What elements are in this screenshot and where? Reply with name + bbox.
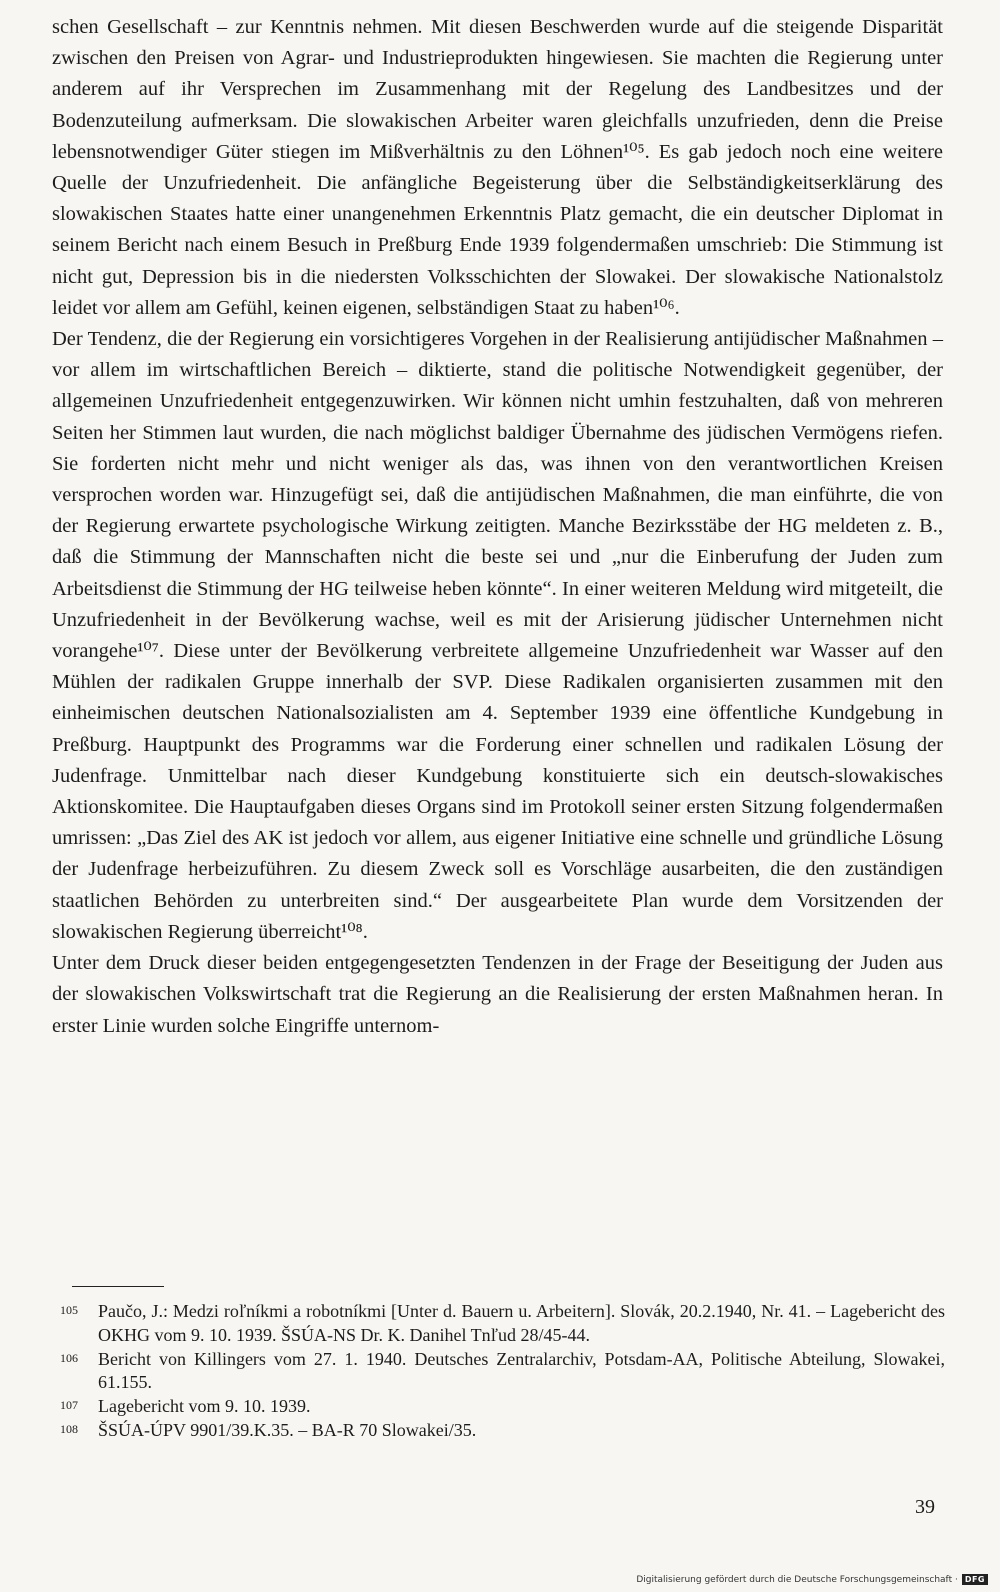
paragraph-3: Unter dem Druck dieser beiden entgegengesetzten Tendenzen in der Frage der Beseitigung der Juden aus der slowakischen Volkswirtschaft trat die Regierung an die Realisierung der ersten Maßnahmen heran. In erster Linie wurden solche Eingriffe unternom- — [52, 952, 943, 1037]
footnote-107 — [60, 1395, 945, 1419]
footnote-106 — [60, 1348, 945, 1396]
paragraph-2: Der Tendenz, die der Regierung ein vorsichtigeres Vorgehen in der Realisierung antijüdischer Maßnahmen – vor allem im wirtschaftlichen Bereich – diktierte, stand die politische Notwendigkeit gegenüber, der allgemeinen Unzufriedenheit entgegenzuwirken. Wir können nicht umhin festzuhalten, daß von mehreren Seiten her Stimmen laut wurden, die nach möglichst baldiger Übernahme des jüdischen Vermögens riefen. Sie forderten nicht mehr und nicht weniger als das, was ihnen von den verantwortlichen Kreisen versprochen worden war. Hinzugefügt sei, daß die antijüdischen Maßnahmen, die man einführte, die von der Regierung erwartete psychologische Wirkung zeitigten. Manche Bezirksstäbe der HG meldeten z. B., daß die Stimmung der Mannschaften nicht die beste sei und „nur die Einberufung der Juden zum Arbeitsdienst die Stimmung der HG teilweise heben könnte“. In einer weiteren Meldung wird mitgeteilt, die Unzufriedenheit in der Bevölkerung wachse, weil es mit der Arisierung jüdischer Unternehmen nicht vorangehe¹⁰⁷. Diese unter der Bevölkerung verbreitete allgemeine Unzufriedenheit war Wasser auf den Mühlen der radikalen Gruppe innerhalb der SVP. Diese Radikalen organisierten zusammen mit den einheimischen deutschen Nationalsozialisten am 4. September 1939 eine öffentliche Kundgebung in Preßburg. Hauptpunkt des Programms war die Forderung einer schnellen und radikalen Lösung der Judenfrage. Unmittelbar nach dieser Kundgebung konstituierte sich ein deutsch-slowakisches Aktionskomitee. Die Hauptaufgaben dieses Organs sind im Protokoll seiner ersten Sitzung folgendermaßen umrissen: „Das Ziel des AK ist jedoch vor allem, aus eigener Initiative eine schnelle und gründliche Lösung der Judenfrage herbeizuführen. Zu diesem Zweck soll es Vorschläge ausarbeiten, die den zuständigen staatlichen Behörden zu unterbreiten sind.“ Der ausgearbeitete Plan wurde dem Vorsitzenden der slowakischen Regierung überreicht¹⁰⁸. — [52, 328, 943, 943]
credit-text: Digitalisierung gefördert durch die Deutsche Forschungsgemeinschaft · — [636, 1574, 958, 1585]
footnote-text: Paučo, J.: Medzi roľníkmi a robotníkmi [Unter d. Bauern u. Arbeitern]. Slovák, 20.2.1940, Nr. 41. – Lagebericht des OKHG vom 9. 10. 1939. ŠSÚA-NS Dr. K. Danihel Tnľud 28/45-44. — [98, 1301, 945, 1345]
footnote-divider — [72, 1286, 164, 1287]
footnote-text: Bericht von Killingers vom 27. 1. 1940. Deutsches Zentralarchiv, Potsdam-AA, Politische Abteilung, Slowakei, 61.155. — [98, 1348, 945, 1393]
footnote-number: 108 — [60, 1421, 78, 1436]
footnote-text: Lagebericht vom 9. 10. 1939. — [98, 1396, 311, 1417]
footnote-number: 107 — [60, 1398, 78, 1413]
digitization-credit — [636, 1574, 988, 1585]
footnote-text: ŠSÚA-ÚPV 9901/39.K.35. – BA-R 70 Slowakei/35. — [98, 1419, 477, 1440]
footnotes — [60, 1300, 945, 1443]
body-text — [52, 12, 943, 1042]
footnote-108 — [60, 1419, 945, 1443]
footnote-number: 106 — [60, 1350, 78, 1365]
footnote-number: 105 — [60, 1303, 78, 1317]
paragraph-1: schen Gesellschaft – zur Kenntnis nehmen. Mit diesen Beschwerden wurde auf die steigende Disparität zwischen den Preisen von Agrar- und Industrieprodukten hingewiesen. Sie machten die Regierung unter anderem auf ihr Versprechen im Zusammenhang mit der Regelung des Landbesitzes und der Bodenzuteilung aufmerksam. Die slowakischen Arbeiter waren gleichfalls unzufrieden, denn die Preise lebensnotwendiger Güter stiegen im Mißverhältnis zu den Löhnen¹⁰⁵. Es gab jedoch noch eine weitere Quelle der Unzufriedenheit. Die anfängliche Begeisterung über die Selbständigkeitserklärung des slowakischen Staates hatte einer unangenehmen Erkenntnis Platz gemacht, die ein deutscher Diplomat in seinem Bericht nach einem Besuch in Preßburg Ende 1939 folgendermaßen umschrieb: Die Stimmung ist nicht gut, Depression bis in die niedersten Volksschichten der Slowakei. Der slowakische Nationalstolz leidet vor allem am Gefühl, keinen eigenen, selbständigen Staat zu haben¹⁰⁶. — [52, 16, 943, 319]
dfg-logo: DFG — [962, 1574, 988, 1585]
page-number: 39 — [915, 1496, 935, 1518]
footnote-105 — [60, 1300, 945, 1348]
